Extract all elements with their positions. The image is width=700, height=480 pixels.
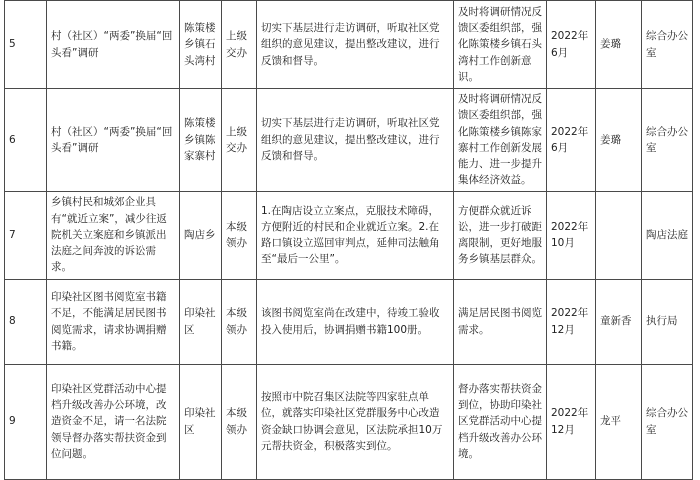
dept-text: 执行局 <box>646 315 678 328</box>
cell-issue <box>47 89 180 192</box>
date-text: 2022年12月 <box>551 407 589 436</box>
no-text: 9 <box>9 415 16 428</box>
cell-issue <box>47 364 180 479</box>
no-text: 5 <box>9 38 16 51</box>
cell-measure <box>257 191 454 279</box>
dept-text: 综合办公室 <box>646 407 688 436</box>
table-body <box>5 1 693 480</box>
table-row <box>5 364 693 479</box>
source-text: 上级交办 <box>226 125 247 154</box>
table-row <box>5 279 693 364</box>
place-text: 陈策楼乡镇石头湾村 <box>184 22 216 67</box>
cell-measure <box>257 364 454 479</box>
issue-text: 印染社区党群活动中心提档升级改善办公环境，改造资金不足，请一名法院领导督办落实帮扶资金到位问题。 <box>51 382 167 460</box>
no-text: 8 <box>9 315 16 328</box>
measure-text: 切实下基层进行走访调研，听取社区党组织的意见建议，提出整改建议，进行反馈和督导。 <box>261 117 440 162</box>
cell-no <box>5 191 47 279</box>
cell-dept <box>642 191 693 279</box>
cell-date <box>547 89 596 192</box>
place-text: 陶店乡 <box>184 228 216 241</box>
cell-place <box>180 191 222 279</box>
measure-text: 切实下基层进行走访调研，听取社区党组织的意见建议，提出整改建议，进行反馈和督导。 <box>261 22 440 67</box>
cell-person <box>596 1 642 89</box>
cell-place <box>180 89 222 192</box>
cell-person <box>596 89 642 192</box>
result-text: 方便群众就近诉讼，进一步打破距离限制，更好地服务乡镇基层群众。 <box>458 204 542 266</box>
measure-text: 该图书阅览室尚在改建中，待竣工验收投入使用后，协调捐赠书籍100册。 <box>261 307 440 336</box>
result-text: 满足居民图书阅览需求。 <box>458 307 542 336</box>
cell-measure <box>257 279 454 364</box>
place-text: 印染社区 <box>184 307 216 336</box>
source-text: 本级领办 <box>226 307 247 336</box>
cell-measure <box>257 89 454 192</box>
cell-date <box>547 364 596 479</box>
cell-issue <box>47 191 180 279</box>
cell-result <box>454 1 547 89</box>
cell-result <box>454 89 547 192</box>
cell-source <box>222 89 257 192</box>
source-text: 本级领办 <box>226 407 247 436</box>
cell-result <box>454 191 547 279</box>
cell-place <box>180 279 222 364</box>
result-text: 及时将调研情况反馈区委组织部，强化陈策楼乡镇石头湾村工作创新意识。 <box>458 5 542 83</box>
issue-text: 印染社区图书阅览室书籍不足，不能满足居民图书阅览需求，请求协调捐赠书籍。 <box>51 291 167 352</box>
source-text: 本级领办 <box>226 220 247 250</box>
cell-place <box>180 1 222 89</box>
place-text: 印染社区 <box>184 407 216 436</box>
cell-issue <box>47 279 180 364</box>
cell-person <box>596 279 642 364</box>
cell-source <box>222 279 257 364</box>
place-text: 陈策楼乡镇陈家寨村 <box>184 117 216 162</box>
cell-source <box>222 191 257 279</box>
issue-text: 村（社区）“两委”换届“回头看”调研 <box>51 30 173 59</box>
cell-dept <box>642 1 693 89</box>
cell-place <box>180 364 222 479</box>
cell-person <box>596 191 642 279</box>
cell-dept <box>642 279 693 364</box>
measure-text: 1.在陶店设立立案点，克服技术障碍，方便附近的村民和企业就近立案。2.在路口镇设立巡回审判点，延伸司法触角至“最后一公里”。 <box>261 204 440 266</box>
result-text: 督办落实帮扶资金到位，协助印染社区党群活动中心提档升级改善办公环境。 <box>458 382 542 460</box>
cell-no <box>5 279 47 364</box>
dept-text: 综合办公室 <box>646 125 688 154</box>
no-text: 6 <box>9 133 16 146</box>
date-text: 2022年10月 <box>551 220 589 250</box>
person-text: 童新香 <box>600 315 632 328</box>
cell-source <box>222 364 257 479</box>
result-text: 及时将调研情况反馈区委组织部，强化陈策楼乡镇陈家寨村工作创新发展能力、进一步提升集体经济效益。 <box>458 93 542 187</box>
cell-date <box>547 279 596 364</box>
cell-date <box>547 1 596 89</box>
cell-result <box>454 279 547 364</box>
cell-no <box>5 89 47 192</box>
cell-result <box>454 364 547 479</box>
table-row <box>5 191 693 279</box>
person-text: 龙平 <box>600 415 621 428</box>
cell-dept <box>642 89 693 192</box>
cell-dept <box>642 364 693 479</box>
cell-date <box>547 191 596 279</box>
date-text: 2022年6月 <box>551 30 589 59</box>
measure-text: 按照市中院召集区法院等四家驻点单位，就落实印染社区党群服务中心改造资金缺口协调会意见，区法院承担10万元帮扶资金，积极落实到位。 <box>261 391 443 452</box>
issue-text: 乡镇村民和城郊企业具有“就近立案”，减少往返院机关立案庭和乡镇派出法庭之间奔波的诉讼需求。 <box>51 196 167 274</box>
dept-text: 综合办公室 <box>646 30 688 59</box>
cell-no <box>5 1 47 89</box>
person-text: 姜璐 <box>600 38 621 51</box>
work-items-table <box>4 0 693 480</box>
source-text: 上级交办 <box>226 30 247 59</box>
person-text: 姜璐 <box>600 133 621 146</box>
no-text: 7 <box>9 228 16 241</box>
date-text: 2022年12月 <box>551 307 589 336</box>
table-row <box>5 89 693 192</box>
dept-text: 陶店法庭 <box>646 228 688 241</box>
cell-no <box>5 364 47 479</box>
cell-source <box>222 1 257 89</box>
cell-issue <box>47 1 180 89</box>
cell-person <box>596 364 642 479</box>
table-row <box>5 1 693 89</box>
date-text: 2022年6月 <box>551 125 589 154</box>
cell-measure <box>257 1 454 89</box>
issue-text: 村（社区）“两委”换届“回头看”调研 <box>51 125 173 154</box>
